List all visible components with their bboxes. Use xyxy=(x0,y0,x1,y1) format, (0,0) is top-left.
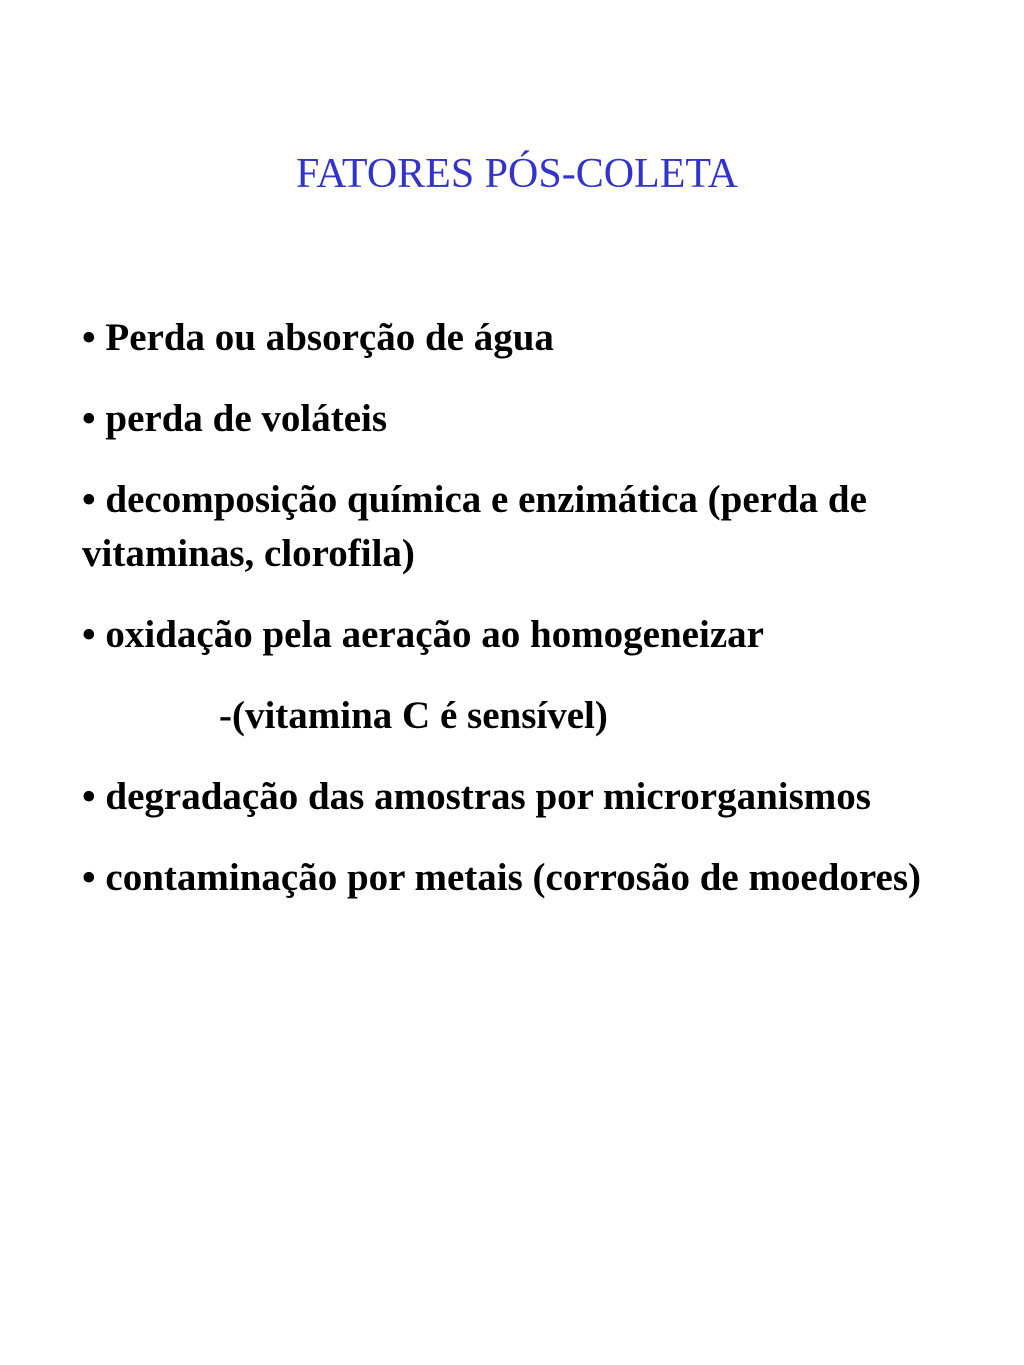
bullet-item-decomposition: • decomposição química e enzimática (perda de vitaminas, clorofila) xyxy=(82,478,867,575)
bullet-list xyxy=(82,311,962,905)
bullet-item-contamination: • contaminação por metais (corrosão de moedores) xyxy=(82,856,922,899)
sub-item-vitamin-c: -(vitamina C é sensível) xyxy=(219,694,608,737)
bullet-item-water: • Perda ou absorção de água xyxy=(82,316,554,359)
bullet-item-volatiles: • perda de voláteis xyxy=(82,397,388,440)
bullet-item-oxidation: • oxidação pela aeração ao homogeneizar xyxy=(82,613,764,656)
bullet-item-degradation: • degradação das amostras por microrganismos xyxy=(82,775,871,818)
slide-title: FATORES PÓS-COLETA xyxy=(296,151,738,197)
